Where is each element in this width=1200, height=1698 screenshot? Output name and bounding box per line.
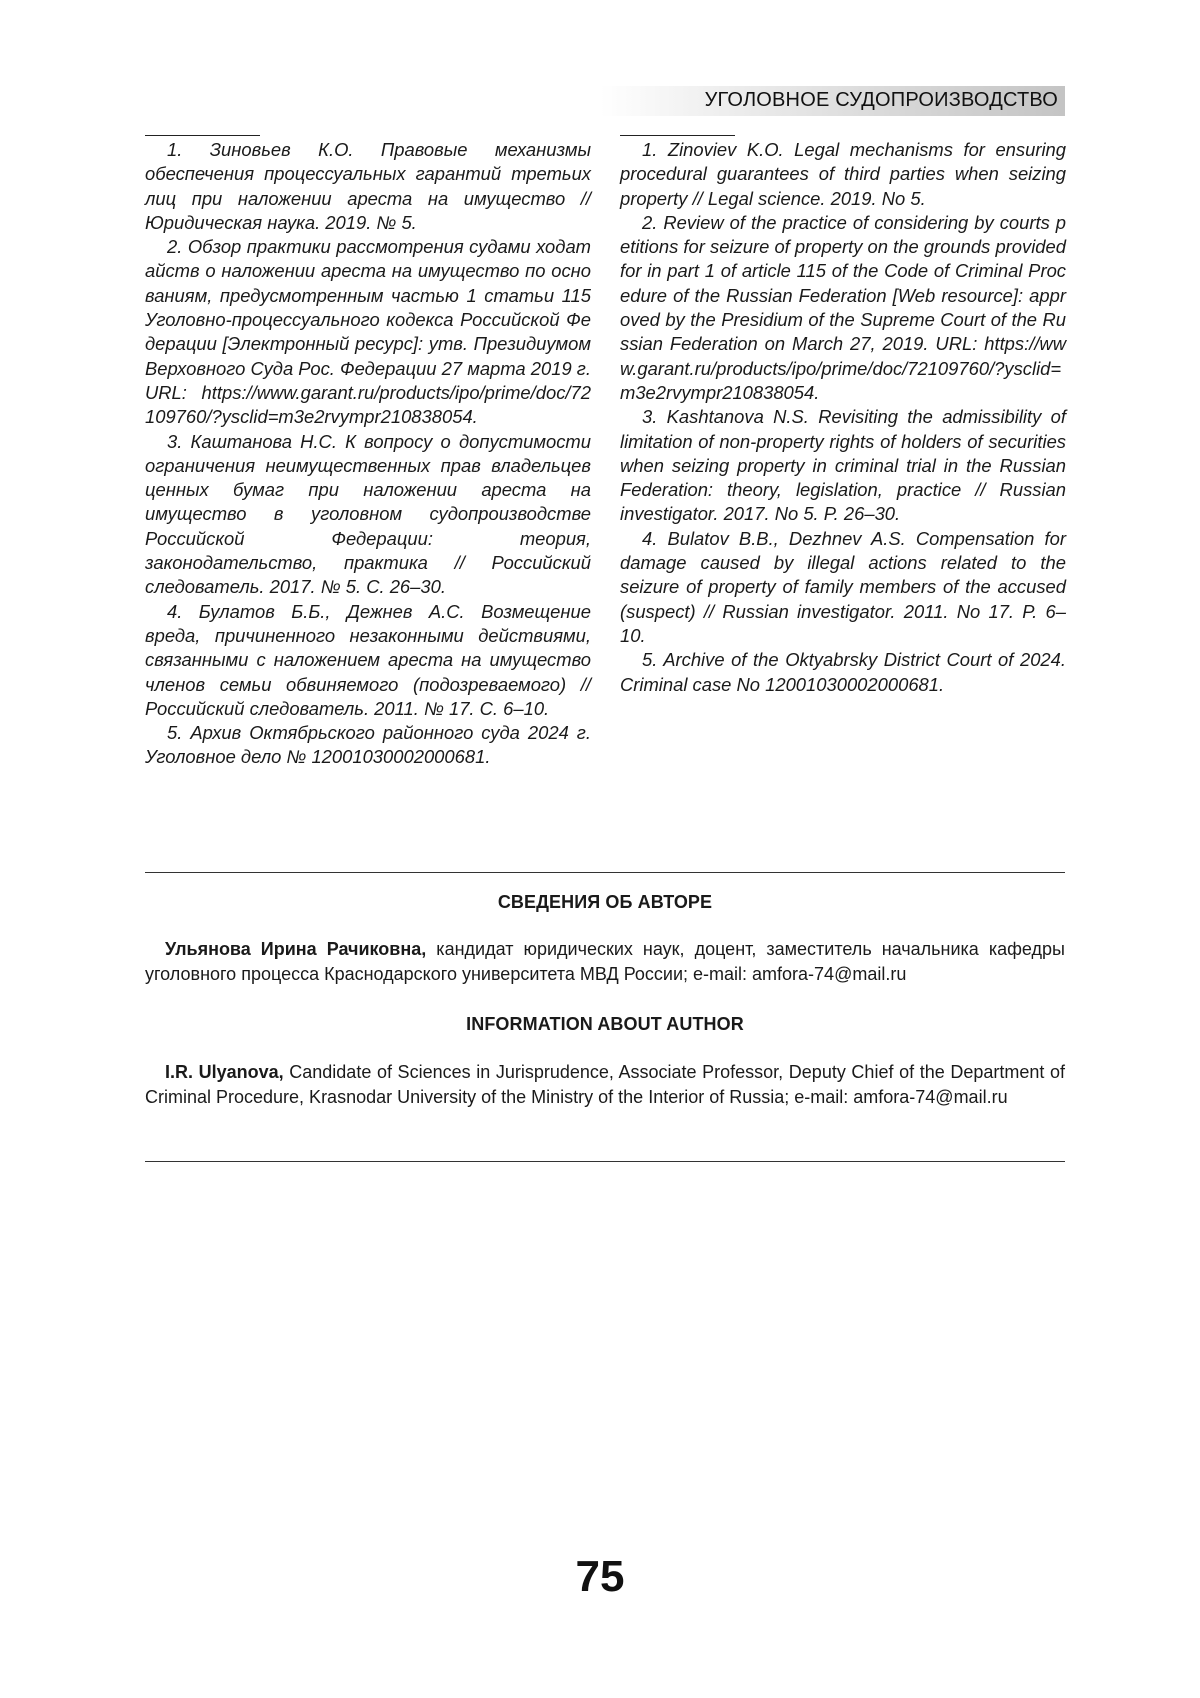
references-ru-divider — [145, 135, 260, 136]
references-en-divider — [620, 135, 735, 136]
journal-section-title: УГОЛОВНОЕ СУДОПРОИЗВОДСТВО — [705, 89, 1058, 112]
references-ru-list — [145, 138, 591, 770]
references-en-list — [620, 138, 1066, 697]
references-en-column — [620, 135, 1066, 697]
author-section-top-rule — [145, 872, 1065, 873]
author-details-en: Candidate of Sciences in Jurisprudence, Associate Professor, Deputy Chief of the Department of Criminal Procedure, Krasnodar University of the Ministry of the Interior of Russia; e-mail: amfora-74@mail.ru — [145, 1062, 1065, 1107]
author-details-ru: кандидат юридических наук, доцент, заместитель начальника кафедры уголовного процесса Краснодарского университета МВД России; e-mail: amfora-74@mail.ru — [145, 939, 1065, 984]
reference-en-item: 4. Bulatov B.B., Dezhnev A.S. Compensation for damage caused by illegal actions related to the seizure of property of family members of the accused (suspect) // Russian investigator. 2011. No 17. P. 6–10. — [620, 527, 1066, 648]
author-info-ru — [145, 937, 1065, 986]
author-info-heading-ru: СВЕДЕНИЯ ОБ АВТОРЕ — [145, 892, 1065, 913]
reference-en-item: 1. Zinoviev K.O. Legal mechanisms for ensuring procedural guarantees of third parties when seizing property // Legal science. 2019. No 5. — [620, 138, 1066, 211]
reference-en-item: 3. Kashtanova N.S. Revisiting the admissibility of limitation of non-property rights of holders of securities when seizing property in criminal trial in the Russian Federation: theory, legislation, practice // Russian investigator. 2017. No 5. P. 26–30. — [620, 405, 1066, 526]
author-name-ru: Ульянова Ирина Рачиковна, — [165, 939, 426, 959]
running-header — [600, 86, 1065, 116]
reference-en-item: 2. Review of the practice of considering by courts petitions for seizure of property on the grounds provided for in part 1 of article 115 of the Code of Criminal Procedure of the Russian Federation [Web resource]: approved by the Presidium of the Supreme Court of the Russian Federation on March 27, 2019. URL: https://www.garant.ru/products/ipo/prime/doc/72109760/?ysclid=m3e2rvympr210838054. — [620, 211, 1066, 405]
author-name-en: I.R. Ulyanova, — [165, 1062, 284, 1082]
reference-ru-item: 3. Каштанова Н.С. К вопросу о допустимости ограничения неимущественных прав владельцев ценных бумаг при наложении ареста на имущество в уголовном судопроизводстве Российской Федерации: теория, законодательство, практика // Российский следователь. 2017. № 5. С. 26–30. — [145, 430, 591, 600]
author-info-heading-en: INFORMATION ABOUT AUTHOR — [145, 1014, 1065, 1035]
reference-ru-item: 4. Булатов Б.Б., Дежнев А.С. Возмещение вреда, причиненного незаконными действиями, связанными с наложением ареста на имущество членов семьи обвиняемого (подозреваемого) // Российский следователь. 2011. № 17. С. 6–10. — [145, 600, 591, 721]
page-number: 75 — [0, 1552, 1200, 1602]
reference-en-item: 5. Archive of the Oktyabrsky District Court of 2024. Criminal case No 12001030002000681. — [620, 648, 1066, 697]
reference-ru-item: 5. Архив Октябрьского районного суда 2024 г. Уголовное дело № 12001030002000681. — [145, 721, 591, 770]
author-info-en — [145, 1060, 1065, 1109]
references-ru-column — [145, 135, 591, 770]
reference-ru-item: 1. Зиновьев К.О. Правовые механизмы обеспечения процессуальных гарантий третьих лиц при наложении ареста на имущество // Юридическая наука. 2019. № 5. — [145, 138, 591, 235]
author-section-bottom-rule — [145, 1161, 1065, 1162]
reference-ru-item: 2. Обзор практики рассмотрения судами ходатайств о наложении ареста на имущество по основаниям, предусмотренным частью 1 статьи 115 Уголовно-процессуального кодекса Российской Федерации [Электронный ресурс]: утв. Президиумом Верховного Суда Рос. Федерации 27 марта 2019 г. URL: https://www.garant.ru/products/ipo/prime/doc/72109760/?ysclid=m3e2rvympr210838054. — [145, 235, 591, 429]
